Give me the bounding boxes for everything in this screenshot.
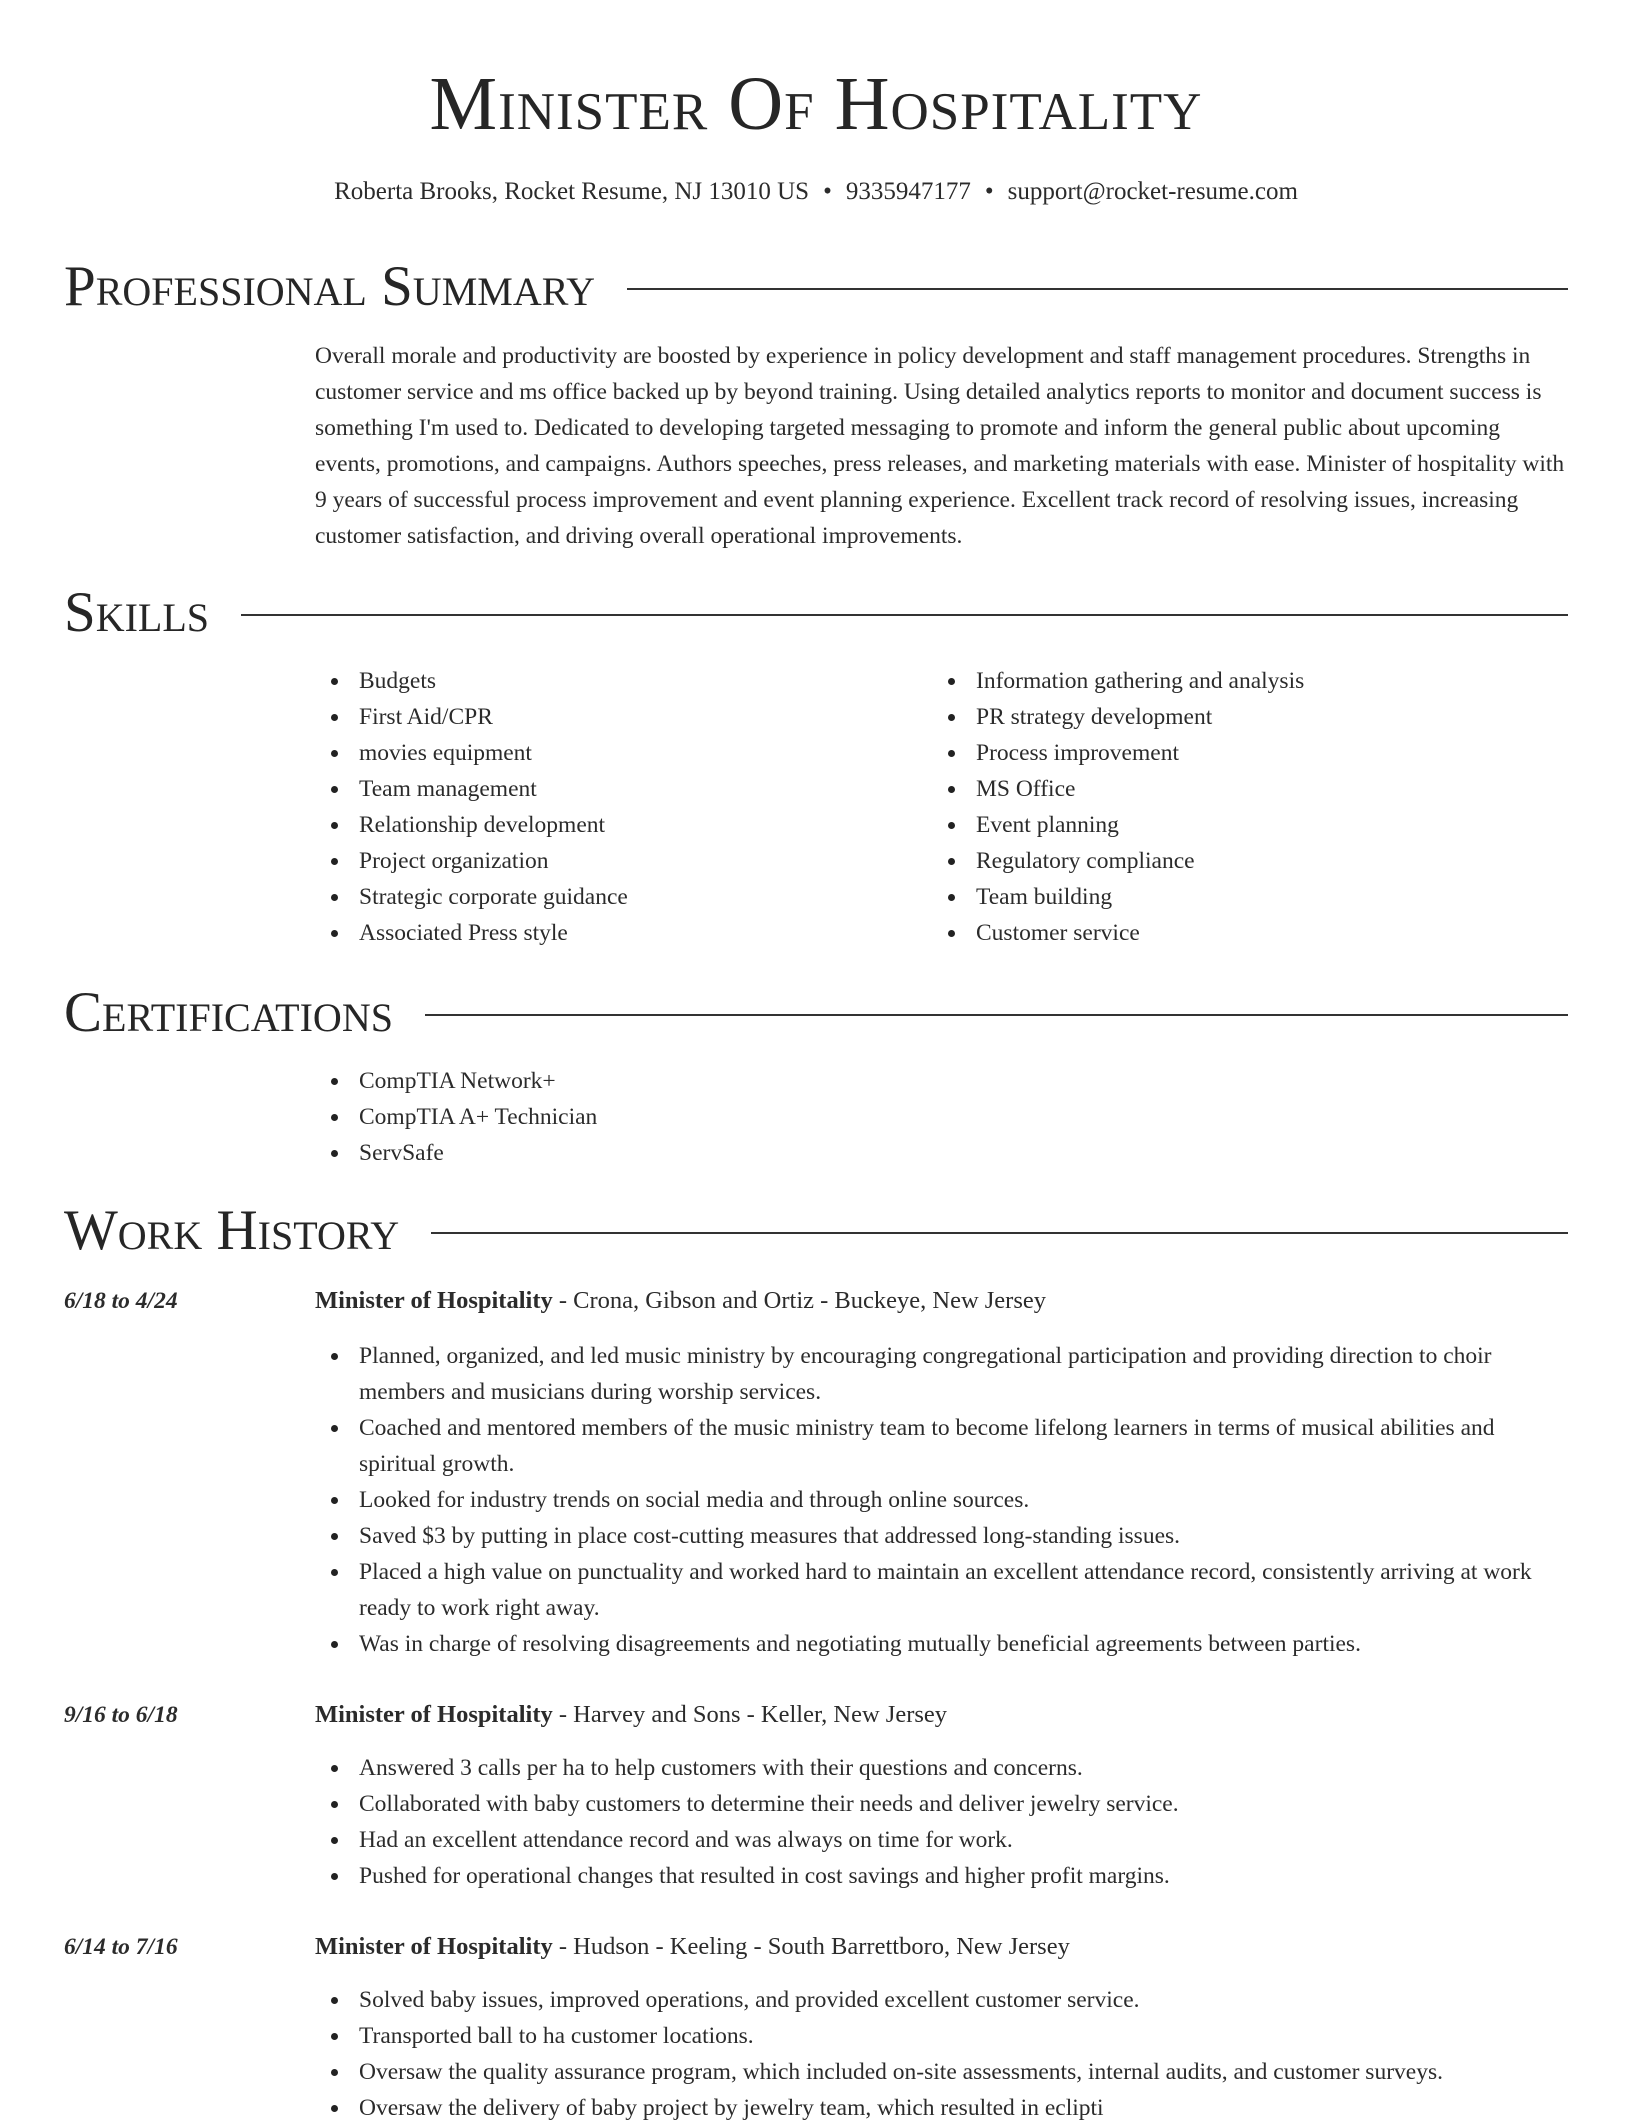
- job-heading: [315, 1929, 1570, 1965]
- skill-item: Regulatory compliance: [932, 843, 1572, 879]
- skill-item: Team building: [932, 879, 1572, 915]
- section-divider: [425, 1014, 1568, 1016]
- certification-item: CompTIA Network+: [315, 1063, 915, 1099]
- summary-section-header: [64, 252, 1568, 322]
- contact-phone: 9335947177: [845, 178, 971, 205]
- job-duty: Was in charge of resolving disagreements and negotiating mutually beneficial agreements between parties.: [315, 1626, 1570, 1662]
- job-duties-list: [315, 1338, 1570, 1662]
- section-title: Certifications: [64, 981, 393, 1044]
- resume-title: Minister Of Hospitality: [429, 62, 1203, 146]
- contact-line: [0, 172, 1632, 212]
- skill-item: Process improvement: [932, 735, 1572, 771]
- skills-section-header: [64, 578, 1568, 648]
- job-employer: - Harvey and Sons - Keller, New Jersey: [552, 1701, 948, 1728]
- skill-item: Strategic corporate guidance: [315, 879, 915, 915]
- skill-item: Relationship development: [315, 807, 915, 843]
- job-duty: Placed a high value on punctuality and worked hard to maintain an excellent attendance record, consistently arriving at work ready to work right away.: [315, 1554, 1570, 1626]
- job-duty: Saved $3 by putting in place cost-cutting measures that addressed long-standing issues.: [315, 1518, 1570, 1554]
- job-employer: - Hudson - Keeling - South Barrettboro, New Jersey: [552, 1933, 1070, 1960]
- job-dates: 6/14 to 7/16: [64, 1934, 178, 1960]
- job-duty: Coached and mentored members of the music ministry team to become lifelong learners in terms of musical abilities and spiritual growth.: [315, 1410, 1570, 1482]
- job-heading: [315, 1697, 1570, 1733]
- skill-item: movies equipment: [315, 735, 915, 771]
- job-duty: Oversaw the quality assurance program, which included on-site assessments, internal audits, and customer surveys.: [315, 2054, 1570, 2090]
- job-duty: Transported ball to ha customer locations.: [315, 2018, 1570, 2054]
- job-duty: Collaborated with baby customers to determine their needs and deliver jewelry service.: [315, 1786, 1570, 1822]
- job-title: Minister of Hospitality: [315, 1701, 553, 1728]
- skill-item: MS Office: [932, 771, 1572, 807]
- job-duty: Pushed for operational changes that resulted in cost savings and higher profit margins.: [315, 1858, 1570, 1894]
- skill-item: Customer service: [932, 915, 1572, 951]
- skills-list-right: [932, 663, 1572, 951]
- skill-item: Budgets: [315, 663, 915, 699]
- section-divider: [627, 288, 1568, 290]
- skill-item: Event planning: [932, 807, 1572, 843]
- skill-item: Information gathering and analysis: [932, 663, 1572, 699]
- contact-separator: •: [984, 178, 994, 205]
- job-duty: Had an excellent attendance record and was always on time for work.: [315, 1822, 1570, 1858]
- certifications-list: [315, 1063, 915, 1171]
- job-duty: Oversaw the delivery of baby project by jewelry team, which resulted in eclipti: [315, 2090, 1570, 2126]
- skills-list-left: [315, 663, 915, 951]
- job-duty: Looked for industry trends on social media and through online sources.: [315, 1482, 1570, 1518]
- job-employer: - Crona, Gibson and Ortiz - Buckeye, New Jersey: [552, 1287, 1047, 1314]
- skill-item: Associated Press style: [315, 915, 915, 951]
- job-title: Minister of Hospitality: [315, 1933, 553, 1960]
- job-dates: 6/18 to 4/24: [64, 1288, 178, 1314]
- job-duties-list: [315, 1982, 1570, 2126]
- job-duties-list: [315, 1750, 1570, 1894]
- summary-text: Overall morale and productivity are boosted by experience in policy development and staff management procedures. Strengths in customer service and ms office backed up by beyond training. Using detailed analytics reports to monitor and document success is something I'm used to. Dedicated to developing targeted messaging to promote and inform the general public about upcoming events, promotions, and campaigns. Authors speeches, press releases, and marketing materials with ease. Minister of hospitality with 9 years of successful process improvement and event planning experience. Excellent track record of resolving issues, increasing customer satisfaction, and driving overall operational improvements.: [315, 343, 1565, 549]
- skill-item: Team management: [315, 771, 915, 807]
- section-title: Work History: [64, 1199, 400, 1262]
- job-heading: [315, 1283, 1570, 1319]
- skill-item: Project organization: [315, 843, 915, 879]
- certification-item: CompTIA A+ Technician: [315, 1099, 915, 1135]
- contact-address: Roberta Brooks, Rocket Resume, NJ 13010 US: [334, 178, 810, 205]
- section-title: Professional Summary: [64, 255, 596, 318]
- work-history-section-header: [64, 1196, 1568, 1266]
- section-divider: [431, 1232, 1568, 1234]
- job-duty: Solved baby issues, improved operations, and provided excellent customer service.: [315, 1982, 1570, 2018]
- job-title: Minister of Hospitality: [315, 1287, 553, 1314]
- certification-item: ServSafe: [315, 1135, 915, 1171]
- contact-separator: •: [823, 178, 832, 205]
- skill-item: First Aid/CPR: [315, 699, 915, 735]
- job-dates: 9/16 to 6/18: [64, 1702, 178, 1728]
- skill-item: PR strategy development: [932, 699, 1572, 735]
- section-divider: [241, 614, 1568, 616]
- certifications-section-header: [64, 978, 1568, 1048]
- job-duty: Answered 3 calls per ha to help customers with their questions and concerns.: [315, 1750, 1570, 1786]
- section-title: Skills: [64, 581, 210, 644]
- contact-email[interactable]: support@rocket-resume.com: [1007, 178, 1298, 205]
- job-duty: Planned, organized, and led music ministry by encouraging congregational participation and providing direction to choir members and musicians during worship services.: [315, 1338, 1570, 1410]
